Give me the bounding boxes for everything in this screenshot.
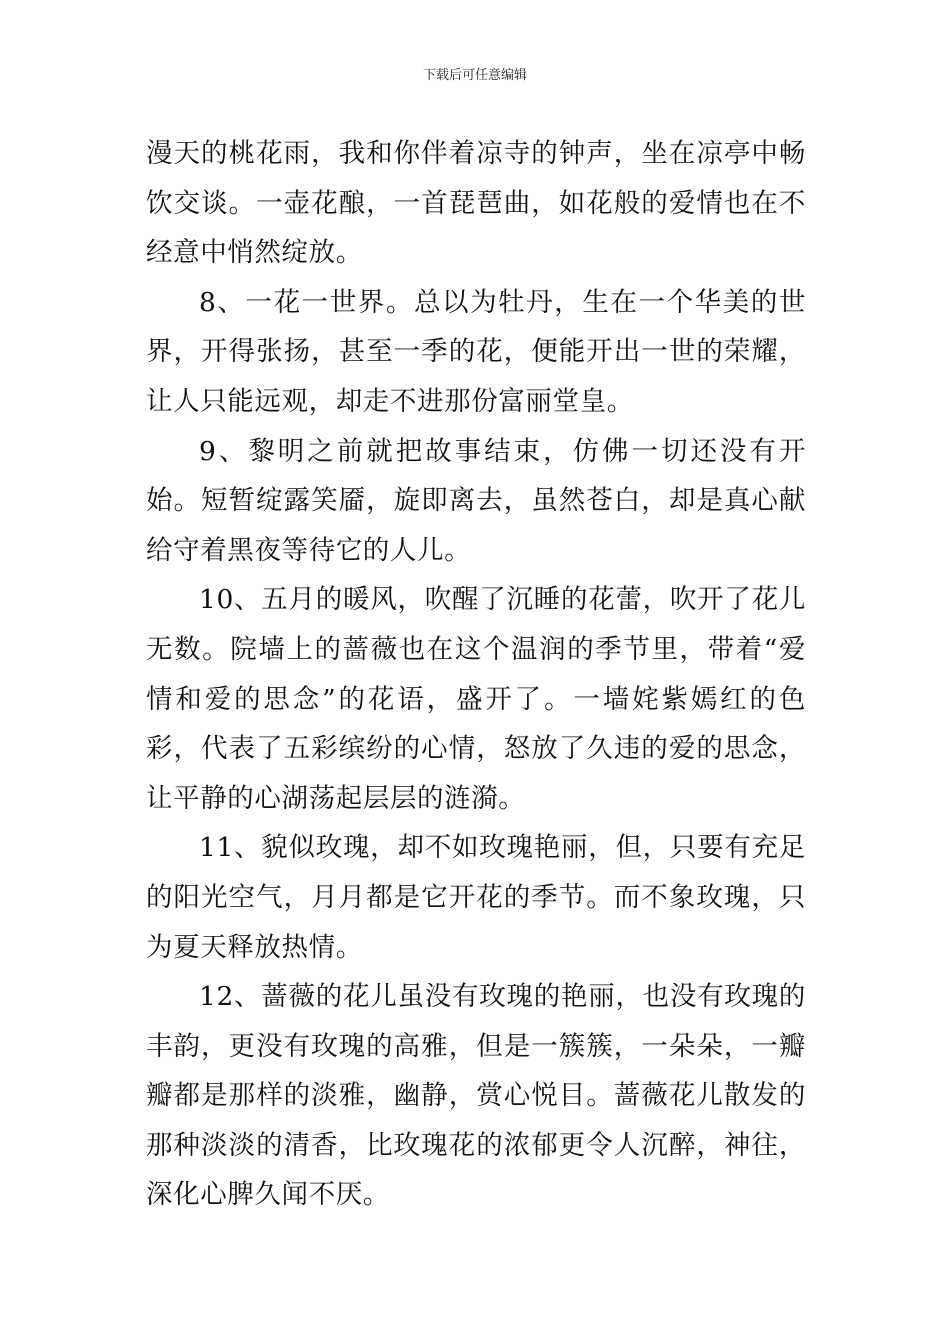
paragraph-continuation: 漫天的桃花雨，我和你伴着凉寺的钟声，坐在凉亭中畅饮交谈。一壶花酿，一首琵琶曲，如花般的爱情也在不经意中悄然绽放。 <box>146 138 806 269</box>
paragraph-item-11: 11、貌似玫瑰，却不如玫瑰艳丽，但，只要有充足的阳光空气，月月都是它开花的季节。而不象玫瑰，只为夏天释放热情。 <box>146 832 806 963</box>
paragraph-item-10: 10、五月的暖风，吹醒了沉睡的花蕾，吹开了花儿无数。院墙上的蔷薇也在这个温润的季节里，带着“爱情和爱的思念”的花语，盛开了。一墙姹紫嫣红的色彩，代表了五彩缤纷的心情，怒放了久违的爱的思念，让平静的心湖荡起层层的涟漪。 <box>146 584 806 814</box>
paragraph-item-12: 12、蔷薇的花儿虽没有玫瑰的艳丽，也没有玫瑰的丰韵，更没有玫瑰的高雅，但是一簇簇，一朵朵，一瓣瓣都是那样的淡雅，幽静，赏心悦目。蔷薇花儿散发的那种淡淡的清香，比玫瑰花的浓郁更令人沉醉，神往，深化心脾久闻不厌。 <box>146 981 806 1211</box>
paragraph-item-9: 9、黎明之前就把故事结束，仿佛一切还没有开始。短暂绽露笑靥，旋即离去，虽然苍白，却是真心献给守着黑夜等待它的人儿。 <box>146 435 806 566</box>
page-header: 下载后可任意编辑 <box>422 68 527 83</box>
paragraph-item-8: 8、一花一世界。总以为牡丹，生在一个华美的世界，开得张扬，甚至一季的花，便能开出一世的荣耀，让人只能远观，却走不进那份富丽堂皇。 <box>146 286 806 417</box>
document-body <box>146 129 806 1220</box>
